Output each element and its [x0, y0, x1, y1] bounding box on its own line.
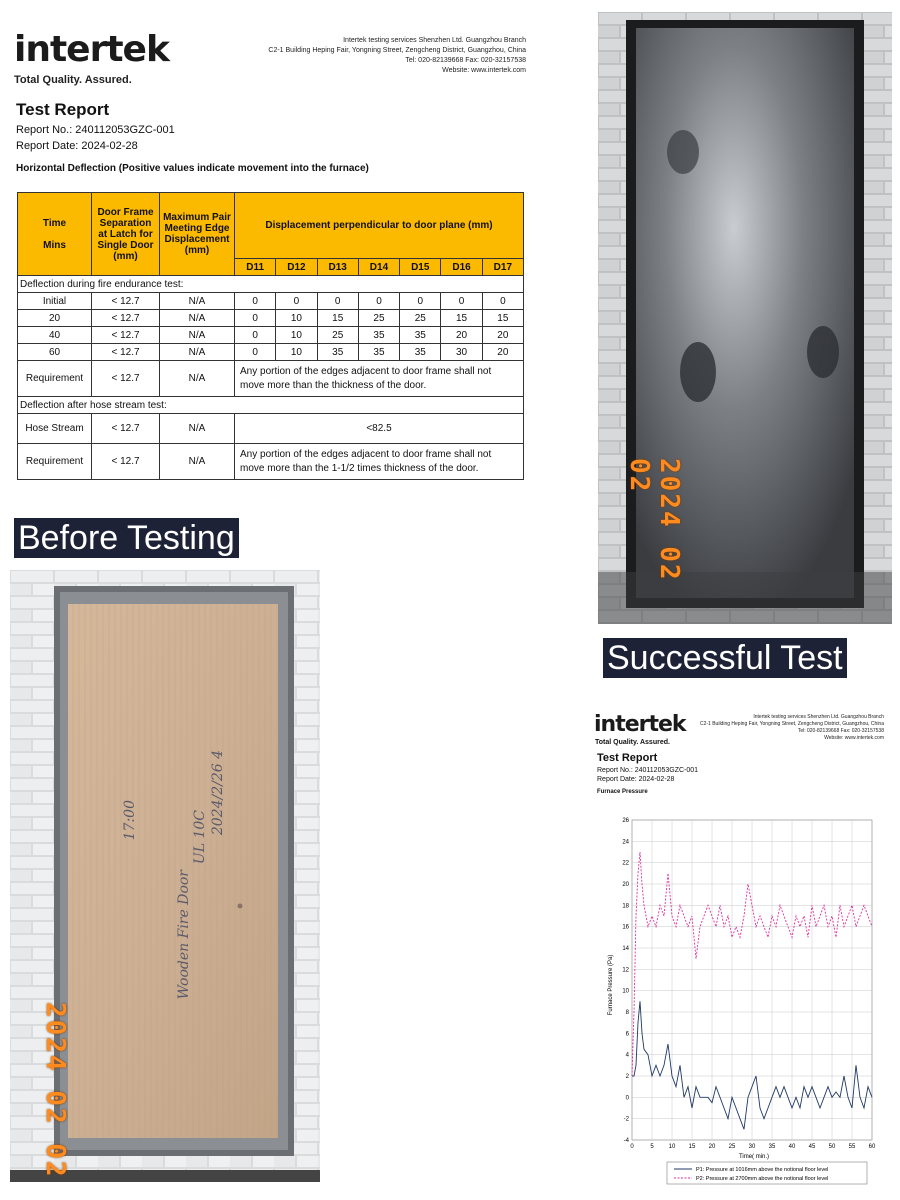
handwritten-note: UL 10C [192, 810, 208, 865]
x-tick-label: 40 [788, 1144, 796, 1150]
furnace-pressure-chart [592, 810, 888, 1190]
report-title: Test Report [16, 100, 110, 119]
header-displacement: Displacement perpendicular to door plane (mm) [235, 193, 524, 259]
x-tick-label: 5 [650, 1144, 654, 1150]
y-tick-label: 0 [625, 1095, 629, 1102]
header-time: Time Mins [18, 193, 92, 276]
legend-entry-p1: P1: Pressure at 1016mm above the notional floor level [696, 1167, 829, 1173]
furnace-pressure-report [592, 710, 888, 1190]
hose-stream-value: <82.5 [235, 414, 524, 444]
before-testing-caption: Before Testing [14, 518, 239, 558]
photo-date-stamp: 2024 02 02 [40, 1002, 70, 1179]
col-d14: D14 [358, 259, 399, 276]
intertek-logo: intertek [14, 29, 169, 70]
y-tick-label: 6 [625, 1031, 629, 1038]
x-tick-label: 60 [868, 1144, 876, 1150]
col-d16: D16 [441, 259, 482, 276]
handwritten-note: Wooden Fire Door [176, 870, 192, 1000]
table-row: 40 < 12.7 N/A 0 10 25 35 35 20 20 [18, 327, 524, 344]
col-d11: D11 [235, 259, 276, 276]
table-row: Initial < 12.7 N/A 0 0 0 0 0 0 0 [18, 293, 524, 310]
deflection-table [17, 192, 524, 480]
table-row: 60 < 12.7 N/A 0 10 35 35 35 30 20 [18, 344, 524, 361]
y-tick-label: 18 [622, 903, 629, 910]
col-d15: D15 [400, 259, 441, 276]
y-tick-label: 20 [622, 882, 629, 888]
section-heading: Furnace Pressure [597, 789, 648, 795]
intertek-logo: intertek [594, 712, 686, 737]
x-tick-label: 30 [748, 1144, 756, 1150]
company-address: Intertek testing services Shenzhen Ltd. Guangzhou Branch C2-1 Building Heping Fair, Yongning Street, Zengcheng District, Guangzhou, China Tel: 020-82139668 Fax: 020-32157538 Website: www.intertek.com [268, 37, 526, 74]
y-tick-label: 22 [622, 860, 629, 867]
table-row: 20 < 12.7 N/A 0 10 15 25 25 15 15 [18, 310, 524, 327]
table-row: Hose Stream < 12.7 N/A <82.5 [18, 414, 524, 444]
y-tick-label: 8 [625, 1010, 629, 1016]
successful-test-caption: Successful Test [603, 638, 847, 678]
company-address: Intertek testing services Shenzhen Ltd. Guangzhou Branch C2-1 Building Heping Fair, Yongning Street, Zengcheng District, Guangzhou, China Tel: 020-82139668 Fax: 020-32157538 Website: www.intertek.com [699, 714, 884, 741]
x-tick-label: 35 [768, 1144, 776, 1150]
y-tick-label: 4 [625, 1052, 629, 1059]
handwritten-note: 17:00 [122, 800, 138, 841]
report-number: Report No.: 240112053GZC-001 [16, 124, 175, 136]
header-max-displacement: Maximum Pair Meeting Edge Displacement (mm) [160, 193, 235, 276]
y-tick-label: 26 [622, 818, 629, 824]
col-d12: D12 [276, 259, 317, 276]
logo-tagline: Total Quality. Assured. [14, 74, 132, 86]
photo-date-stamp: 2024 02 02 [624, 458, 684, 582]
x-axis-label: Time( min.) [738, 1154, 770, 1160]
before-testing-photo [10, 570, 320, 1182]
report-number: Report No.: 240112053GZC-001 [597, 767, 699, 774]
y-tick-label: 16 [622, 924, 629, 931]
legend-entry-p2: P2: Pressure at 2700mm above the notional floor level [696, 1176, 829, 1182]
col-d13: D13 [317, 259, 358, 276]
x-tick-label: 25 [728, 1144, 736, 1150]
x-tick-label: 10 [668, 1144, 676, 1150]
requirement-note: Any portion of the edges adjacent to door frame shall not move more than the thickness of the door. [235, 361, 524, 397]
y-tick-label: 14 [622, 946, 629, 952]
requirement-note: Any portion of the edges adjacent to door frame shall not move more than the 1-1/2 times thickness of the door. [235, 444, 524, 480]
y-tick-label: -4 [623, 1138, 629, 1144]
x-tick-label: 20 [708, 1144, 716, 1150]
subheading-fire: Deflection during fire endurance test: [18, 276, 524, 293]
chart-legend [667, 1162, 867, 1184]
report-title: Test Report [597, 752, 658, 764]
y-tick-label: -2 [623, 1116, 629, 1123]
y-tick-label: 24 [622, 839, 629, 846]
x-tick-label: 15 [688, 1144, 696, 1150]
subheading-hose: Deflection after hose stream test: [18, 397, 524, 414]
section-heading: Horizontal Deflection (Positive values indicate movement into the furnace) [16, 163, 369, 174]
logo-tagline: Total Quality. Assured. [595, 739, 670, 746]
x-tick-label: 55 [848, 1144, 856, 1150]
y-tick-label: 12 [622, 967, 629, 974]
x-tick-label: 0 [630, 1144, 634, 1150]
handwritten-note: 2024/2/26 4 [210, 750, 226, 836]
report-date: Report Date: 2024-02-28 [16, 140, 138, 152]
col-d17: D17 [482, 259, 523, 276]
header-separation: Door Frame Separation at Latch for Single Door (mm) [92, 193, 160, 276]
report-date: Report Date: 2024-02-28 [597, 776, 675, 783]
table-row: Requirement < 12.7 N/A Any portion of the edges adjacent to door frame shall not move more than the thickness of the door. [18, 361, 524, 397]
y-axis-label: Furnace Pressure (Pa) [608, 954, 614, 1016]
x-tick-label: 45 [808, 1144, 816, 1150]
table-row: Requirement < 12.7 N/A Any portion of the edges adjacent to door frame shall not move more than the 1-1/2 times thickness of the door. [18, 444, 524, 480]
y-tick-label: 10 [622, 988, 629, 995]
after-testing-photo [598, 12, 892, 624]
x-tick-label: 50 [828, 1144, 836, 1150]
y-tick-label: 2 [625, 1074, 629, 1080]
